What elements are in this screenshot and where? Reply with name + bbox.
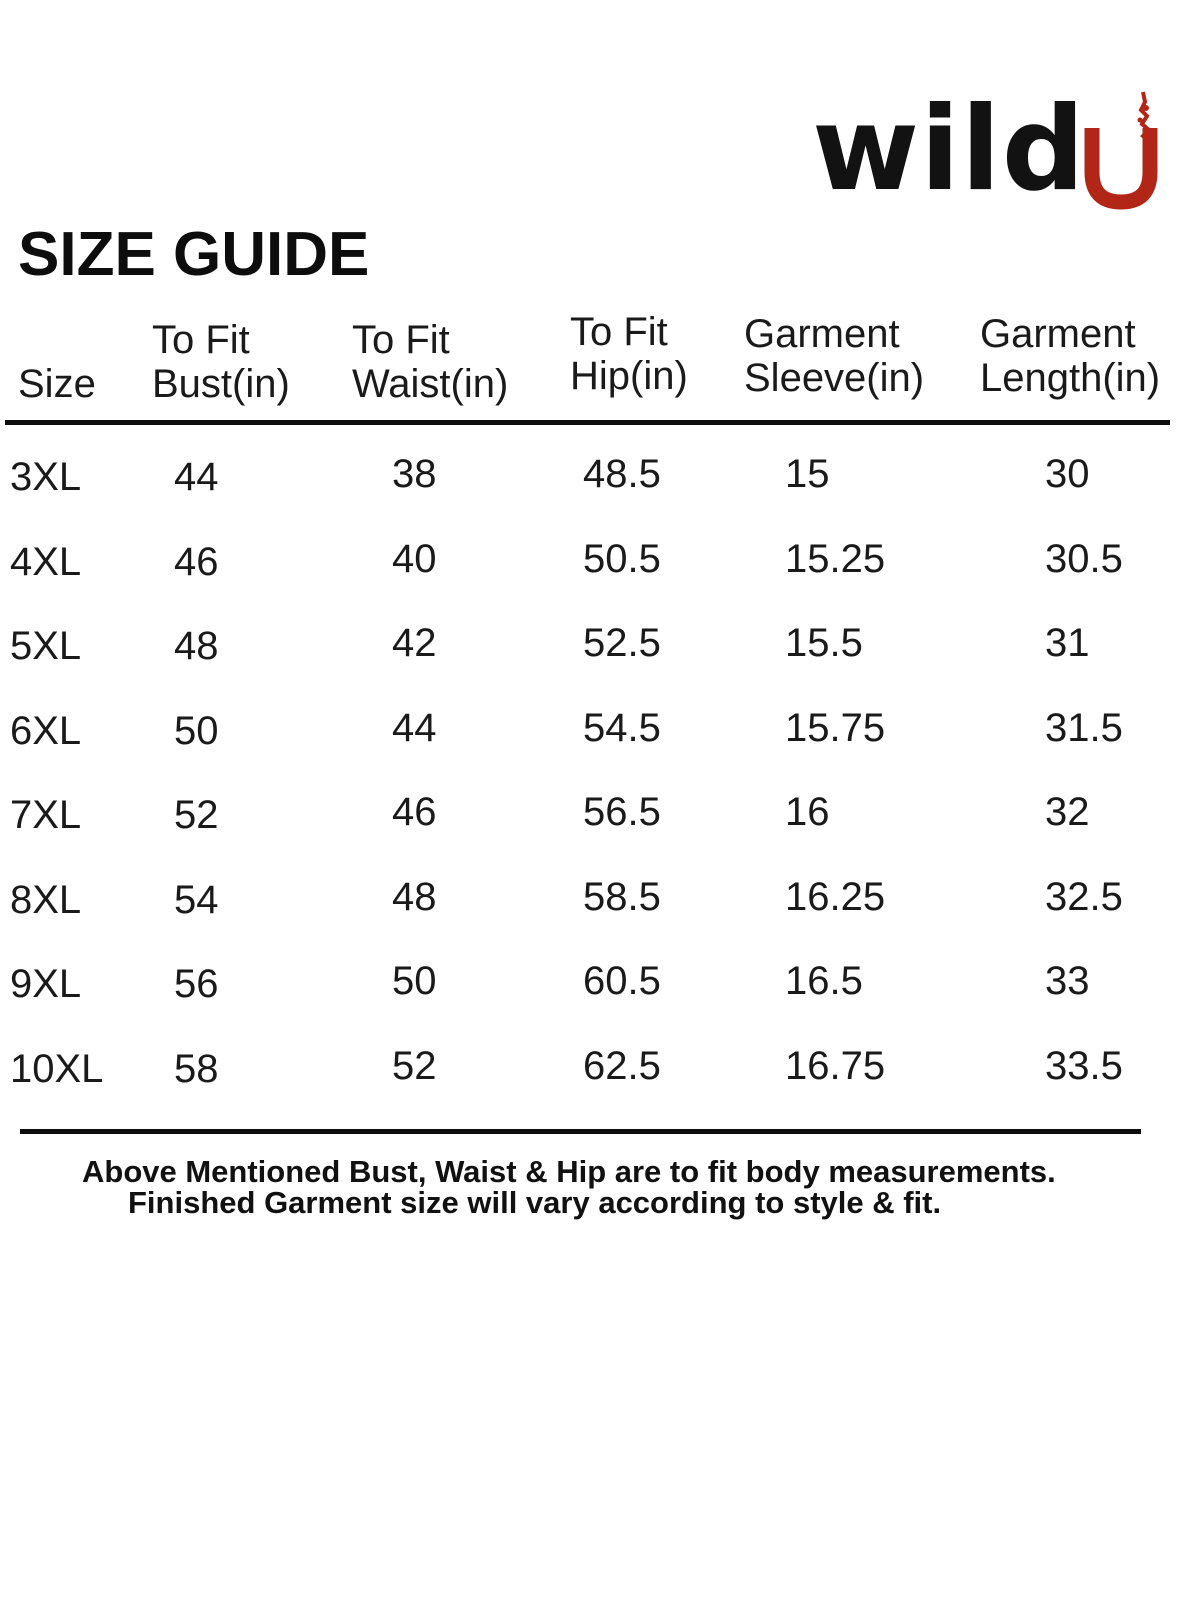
column-header-waist	[352, 318, 508, 406]
cell-bust: 58	[174, 1046, 219, 1091]
column-header-line: Size	[18, 362, 96, 406]
cell-waist: 46	[392, 790, 437, 834]
cell-waist: 52	[392, 1043, 437, 1088]
cell-waist: 44	[392, 705, 437, 750]
cell-length: 30.5	[1045, 536, 1123, 581]
column-header-line: Waist(in)	[352, 362, 509, 406]
footnote-line-2: Finished Garment size will vary according to style & fit.	[128, 1185, 942, 1220]
cell-sleeve: 15.5	[785, 621, 863, 665]
logo-wordmark: wild	[812, 82, 1086, 217]
cell-size: 4XL	[10, 539, 82, 584]
cell-size: 7XL	[10, 793, 82, 837]
cell-length: 30	[1045, 452, 1090, 496]
column-header-line: Garment	[744, 312, 900, 356]
cell-size: 6XL	[10, 708, 82, 753]
cell-hip: 56.5	[583, 790, 661, 834]
cell-sleeve: 16.5	[785, 959, 863, 1003]
cell-bust: 50	[174, 708, 219, 753]
cell-hip: 52.5	[583, 621, 661, 665]
cell-length: 31.5	[1045, 705, 1123, 750]
cell-bust: 56	[174, 962, 219, 1006]
footer-divider	[20, 1129, 1141, 1134]
column-header-line: To Fit	[570, 310, 668, 354]
logo-u-letter	[1084, 90, 1158, 210]
cell-sleeve: 15	[785, 452, 830, 496]
brand-logo	[812, 80, 1162, 220]
cell-hip: 58.5	[583, 874, 661, 919]
cell-bust: 54	[174, 877, 219, 922]
column-header-sleeve	[744, 312, 924, 400]
cell-size: 10XL	[10, 1046, 104, 1091]
column-header-line: To Fit	[352, 318, 450, 362]
column-header-size	[18, 362, 96, 406]
column-header-line: Bust(in)	[152, 362, 290, 406]
cell-hip: 54.5	[583, 705, 661, 750]
cell-length: 33	[1045, 959, 1090, 1003]
cell-length: 33.5	[1045, 1043, 1123, 1088]
cell-size: 8XL	[10, 877, 82, 922]
cell-bust: 52	[174, 793, 219, 837]
cell-sleeve: 16.75	[785, 1043, 886, 1088]
column-header-line: Sleeve(in)	[744, 356, 925, 400]
column-header-line: Hip(in)	[570, 354, 688, 398]
footnote-line-1: Above Mentioned Bust, Waist & Hip are to fit body measurements.	[82, 1154, 1056, 1189]
cell-hip: 62.5	[583, 1043, 661, 1088]
cell-waist: 50	[392, 959, 437, 1003]
page-title: SIZE GUIDE	[18, 220, 370, 289]
cell-sleeve: 16.25	[785, 874, 886, 919]
column-header-bust	[152, 318, 290, 406]
cell-sleeve: 15.75	[785, 705, 886, 750]
cell-sleeve: 16	[785, 790, 830, 834]
cell-hip: 60.5	[583, 959, 661, 1003]
cell-waist: 40	[392, 536, 437, 581]
cell-bust: 44	[174, 455, 219, 499]
cell-waist: 48	[392, 874, 437, 919]
cell-hip: 48.5	[583, 452, 661, 496]
cell-hip: 50.5	[583, 536, 661, 581]
column-header-line: Garment	[980, 312, 1136, 356]
cell-length: 31	[1045, 621, 1090, 665]
column-header-hip	[570, 310, 688, 398]
cell-size: 5XL	[10, 624, 82, 668]
cell-sleeve: 15.25	[785, 536, 886, 581]
column-header-line: To Fit	[152, 318, 250, 362]
cell-bust: 46	[174, 539, 219, 584]
cell-size: 3XL	[10, 455, 82, 499]
cell-bust: 48	[174, 624, 219, 668]
header-divider	[5, 420, 1170, 425]
cell-length: 32	[1045, 790, 1090, 834]
cell-waist: 38	[392, 452, 437, 496]
cell-size: 9XL	[10, 962, 82, 1006]
cell-waist: 42	[392, 621, 437, 665]
column-header-line: Length(in)	[980, 356, 1161, 400]
column-header-length	[980, 312, 1160, 400]
cell-length: 32.5	[1045, 874, 1123, 919]
